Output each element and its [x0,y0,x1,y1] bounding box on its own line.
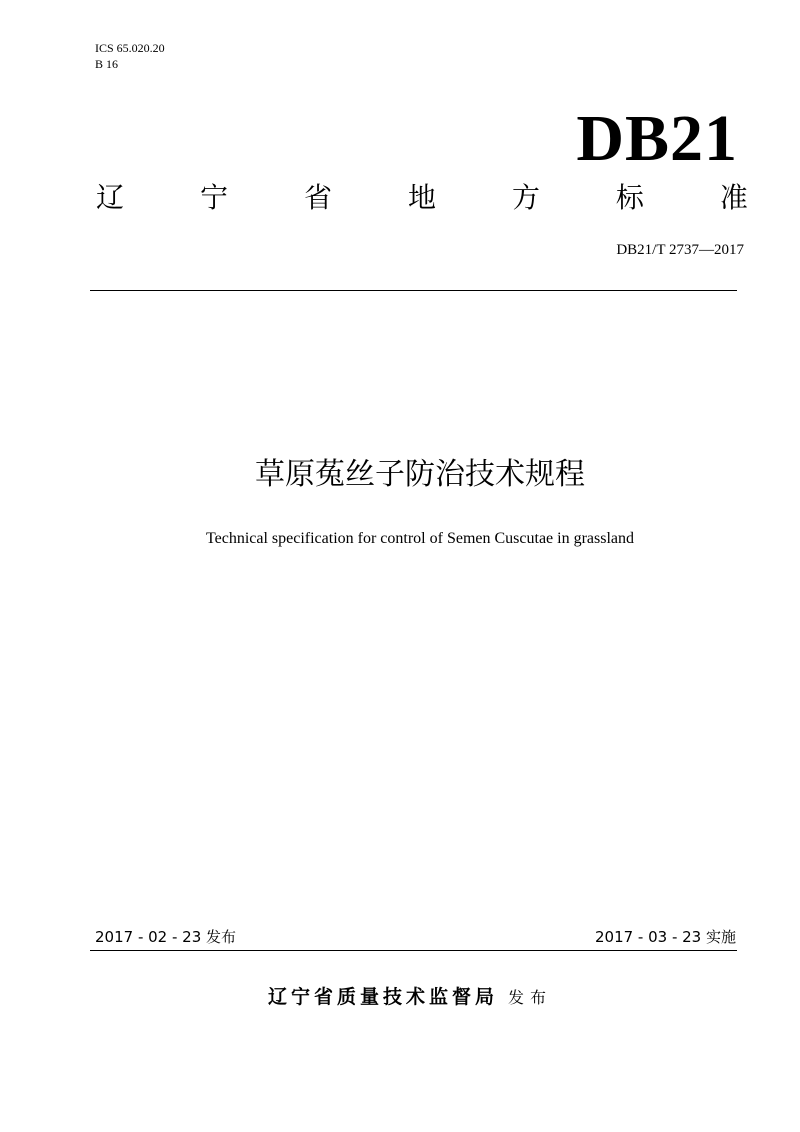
standard-type-char: 省 [303,181,332,214]
publisher-name: 辽宁省质量技术监督局 [267,986,498,1008]
standard-type-char: 方 [511,181,540,214]
release-date: 2017 - 02 - 23 发布 [95,928,237,946]
bottom-divider [90,950,737,951]
ics-code: ICS 65.020.20 [95,41,165,55]
standard-type-char: 标 [615,181,644,214]
standard-type-char: 准 [719,181,748,214]
standard-type-char: 宁 [199,181,228,214]
standard-type-char: 辽 [96,181,125,214]
standard-code-large: DB21 [576,102,738,175]
publisher-verb: 发布 [508,988,553,1007]
document-title-english: Technical specification for control of Semen Cuscutae in grassland [205,530,635,547]
implementation-date: 2017 - 03 - 23 实施 [594,928,736,946]
document-title-chinese: 草原菟丝子防治技术规程 [255,457,585,492]
standard-type-char: 地 [407,181,436,214]
standard-type-heading [96,180,748,216]
classification-codes [95,40,165,72]
ccs-code: B 16 [95,57,119,71]
standard-number: DB21/T 2737—2017 [616,242,744,258]
publisher-line [0,984,800,1011]
top-divider [90,290,737,291]
